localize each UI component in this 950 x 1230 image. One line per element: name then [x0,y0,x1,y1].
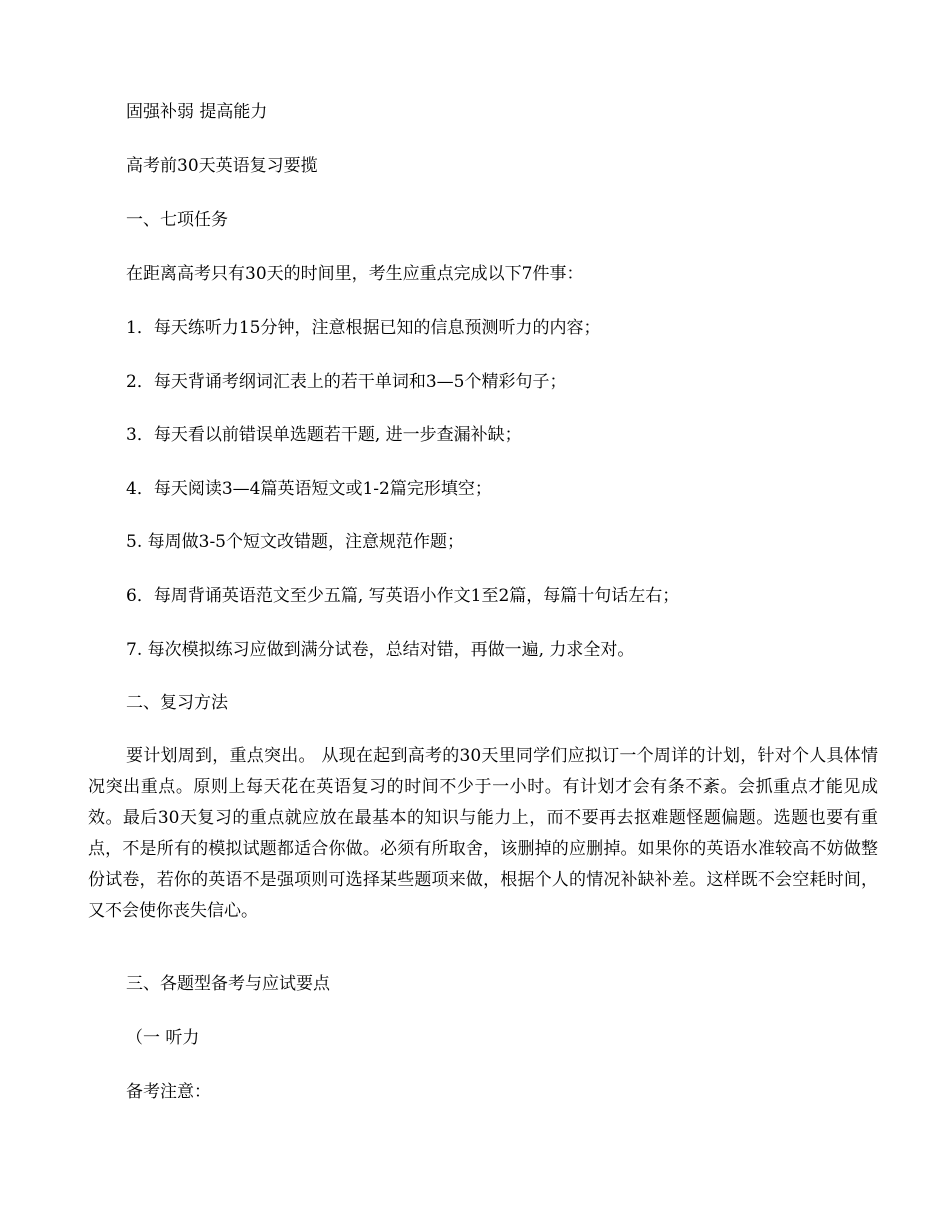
document-subtitle: 高考前30天英语复习要揽 [126,156,318,176]
task-item: 3．每天看以前错误单选题若干题, 进一步查漏补缺； [126,425,522,445]
methods-paragraph: 要计划周到，重点突出。 从现在起到高考的30天里同学们应拟订一个周详的计划，针对个人具体情况突出重点。原则上每天花在英语复习的时间不少于一小时。有计划才会有条不紊。会抓重点才能见成效。最后30天复习的重点就应放在最基本的知识与能力上，而不要再去抠难题怪题偏题。选题也要有重点，不是所有的模拟试题都适合你做。必须有所取舍，该删掉的应删掉。如果你的英语水准较高不妨做整份试卷，若你的英语不是强项则可选择某些题项来做，根据个人的情况补缺补差。这样既不会空耗时间，又不会使你丧失信心。 [88,746,878,921]
task-item: 7. 每次模拟练习应做到满分试卷，总结对错，再做一遍, 力求全对。 [126,640,635,660]
task-item: 5. 每周做3-5个短文改错题，注意规范作题； [126,532,464,552]
section-heading-question-types: 三、各题型备考与应试要点 [126,974,330,994]
document-title: 固强补弱 提高能力 [126,102,268,122]
task-item: 1．每天练听力15分钟，注意根据已知的信息预测听力的内容； [126,318,601,338]
section-heading-tasks: 一、七项任务 [126,210,228,230]
subsection-heading-listening: （一 听力 [126,1028,200,1048]
task-item: 4．每天阅读3—4篇英语短文或1-2篇完形填空； [126,479,492,499]
tasks-intro: 在距离高考只有30天的时间里，考生应重点完成以下7件事： [126,264,584,284]
prep-notes-label: 备考注意： [126,1082,211,1102]
task-item: 6．每周背诵英语范文至少五篇, 写英语小作文1至2篇，每篇十句话左右； [126,586,680,606]
task-item: 2．每天背诵考纲词汇表上的若干单词和3—5个精彩句子； [126,372,567,392]
section-heading-methods: 二、复习方法 [126,693,228,713]
